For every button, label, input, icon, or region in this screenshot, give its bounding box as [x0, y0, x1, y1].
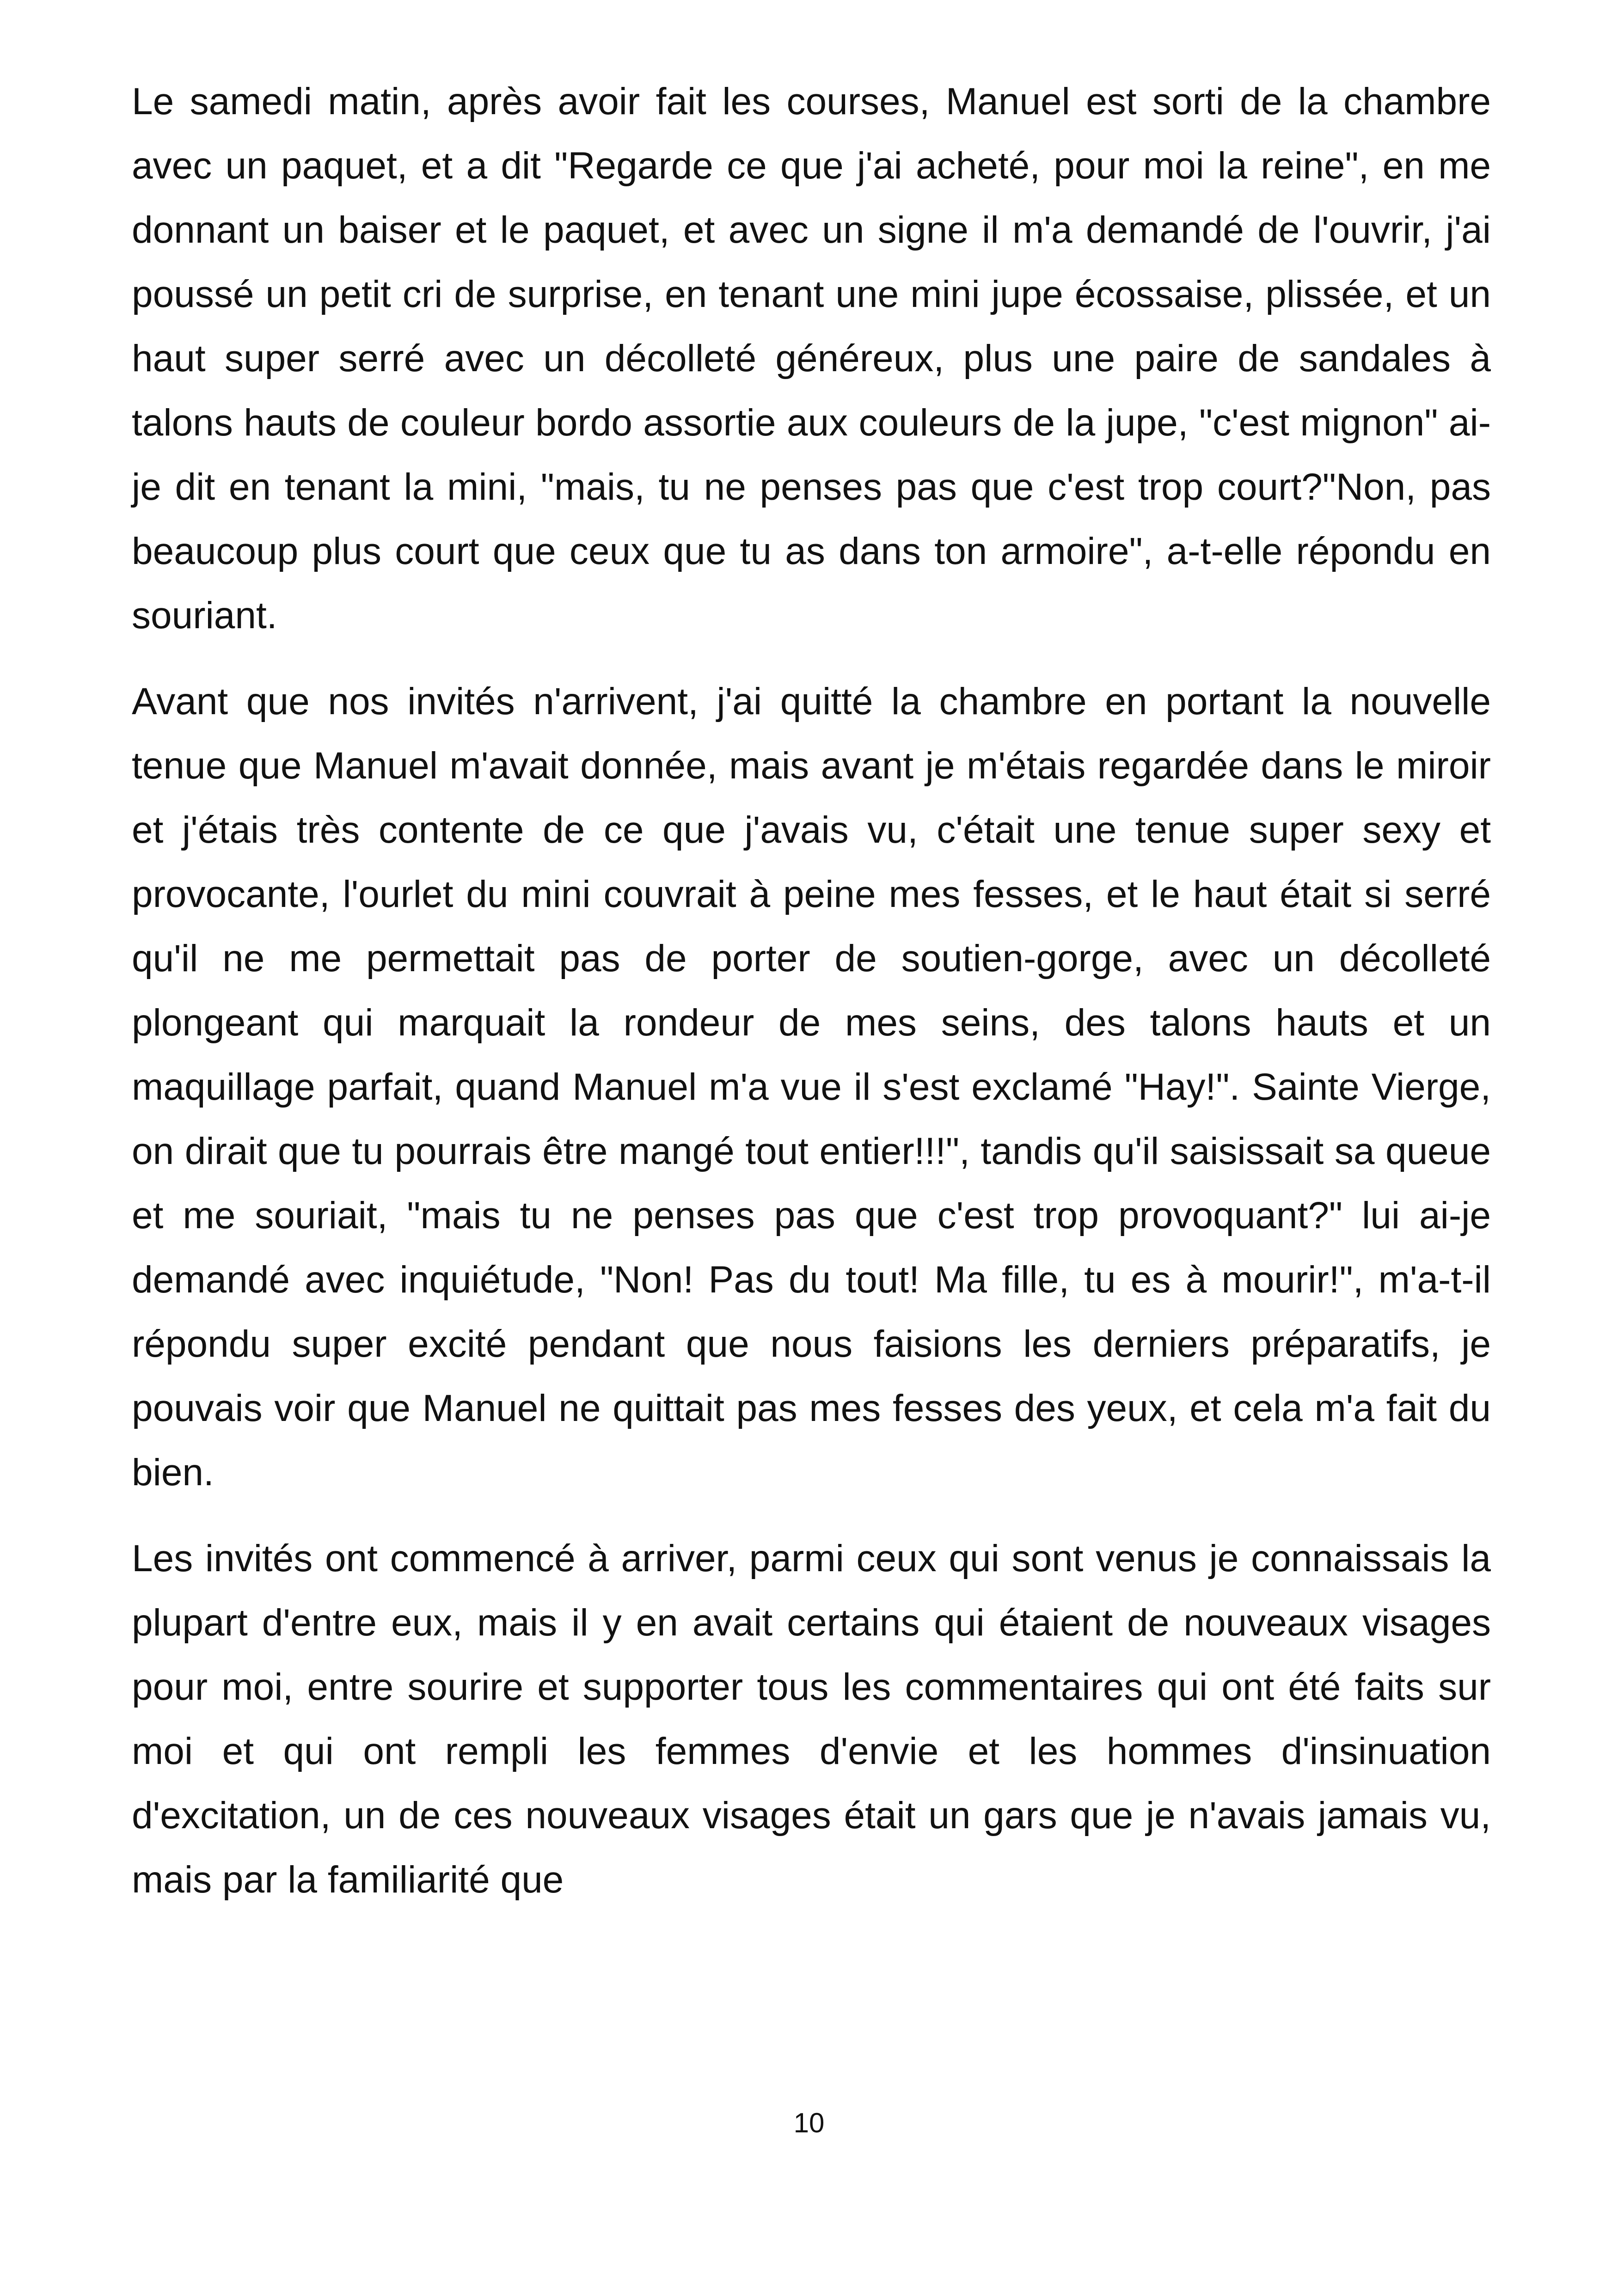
- paragraph-1: Le samedi matin, après avoir fait les courses, Manuel est sorti de la chambre avec un paquet, et a dit "Regarde ce que j'ai acheté, pour moi la reine", en me donnant un baiser et le paquet, et avec un signe il m'a demandé de l'ouvrir, j'ai poussé un petit cri de surprise, en tenant une mini jupe écossaise, plissée, et un haut super serré avec un décolleté généreux, plus une paire de sandales à talons hauts de couleur bordo assortie aux couleurs de la jupe, "c'est mignon" ai-je dit en tenant la mini, "mais, tu ne penses pas que c'est trop court?"Non, pas beaucoup plus court que ceux que tu as dans ton armoire", a-t-elle répondu en souriant.: [132, 80, 1491, 637]
- paragraph-3: Les invités ont commencé à arriver, parmi ceux qui sont venus je connaissais la plupart d'entre eux, mais il y en avait certains qui étaient de nouveaux visages pour moi, entre sourire et supporter tous les commentaires qui ont été faits sur moi et qui ont rempli les femmes d'envie et les hommes d'insinuation d'excitation, un de ces nouveaux visages était un gars que je n'avais jamais vu, mais par la familiarité que: [132, 1537, 1491, 1901]
- paragraph-2: Avant que nos invités n'arrivent, j'ai quitté la chambre en portant la nouvelle tenue que Manuel m'avait donnée, mais avant je m'étais regardée dans le miroir et j'étais très contente de ce que j'avais vu, c'était une tenue super sexy et provocante, l'ourlet du mini couvrait à peine mes fesses, et le haut était si serré qu'il ne me permettait pas de porter de soutien-gorge, avec un décolleté plongeant qui marquait la rondeur de mes seins, des talons hauts et un maquillage parfait, quand Manuel m'a vue il s'est exclamé "Hay!". Sainte Vierge, on dirait que tu pourrais être mangé tout entier!!!", tandis qu'il saisissait sa queue et me souriait, "mais tu ne penses pas que c'est trop provoquant?" lui ai-je demandé avec inquiétude, "Non! Pas du tout! Ma fille, tu es à mourir!", m'a-t-il répondu super excité pendant que nous faisions les derniers préparatifs, je pouvais voir que Manuel ne quittait pas mes fesses des yeux, et cela m'a fait du bien.: [132, 680, 1491, 1494]
- body-text: [132, 69, 1491, 1934]
- page-number: 10: [793, 2107, 825, 2138]
